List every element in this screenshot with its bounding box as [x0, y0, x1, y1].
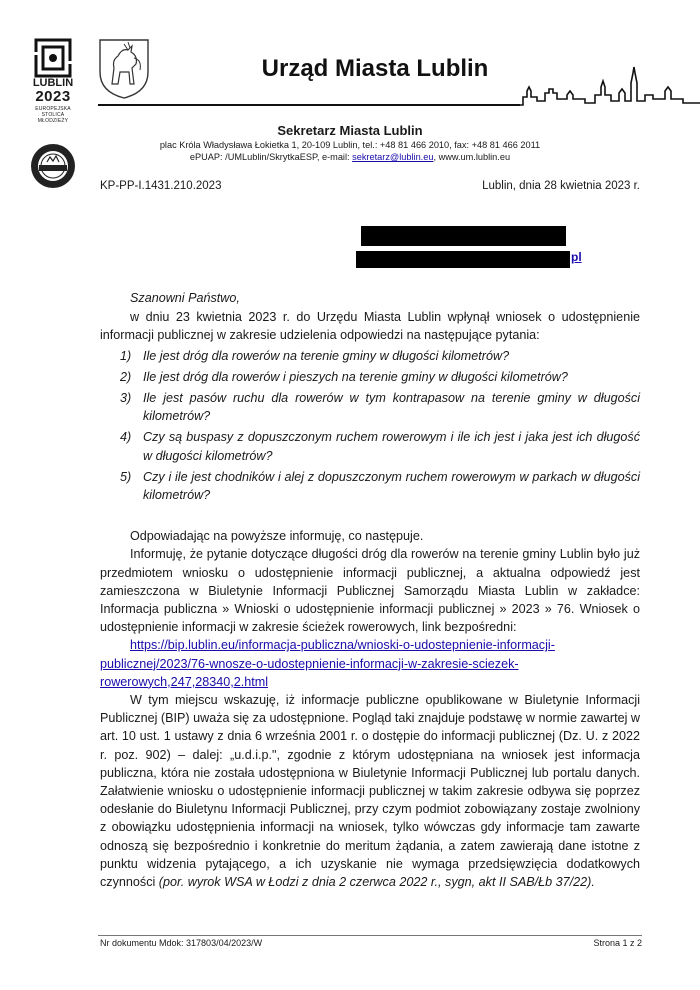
- sender-contact: [100, 151, 600, 163]
- paragraph-legal-basis: [100, 691, 640, 891]
- question-text: Ile jest dróg dla rowerów na terenie gminy w długości kilometrów?: [143, 348, 510, 363]
- question-text: Ile jest dróg dla rowerów i pieszych na terenie gminy w długości kilometrów?: [143, 369, 568, 384]
- lublin-2023-logo: [28, 38, 78, 124]
- intro-paragraph: w dniu 23 kwietnia 2023 r. do Urzędu Miasta Lublin wpłynął wniosek o udostępnienie informacji publicznej w zakresie udzielenia odpowiedzi na następujące pytania:: [100, 310, 640, 343]
- bip-direct-link[interactable]: https://bip.lublin.eu/informacja-publiczna/wnioski-o-udostepnienie-informacji-publicznej/2023/76-wnosze-o-udostepnienie-informacji-w-zakresie-sciezek-rowerowych,247,28340,2.html: [100, 638, 555, 689]
- bip-link-paragraph: [100, 636, 640, 691]
- list-item: [100, 468, 640, 504]
- sender-address-block: [100, 139, 600, 163]
- list-item: [100, 389, 640, 425]
- questions-list: [100, 347, 640, 505]
- header-divider: [98, 104, 520, 106]
- redacted-recipient-name: [361, 226, 566, 246]
- paragraph-bip-reference: Informuję, że pytanie dotyczące długości dróg dla rowerów na terenie gminy Lublin było już przedmiotem wniosku o udostępnienie informacji publicznej, a aktualna odpowiedź jest zamieszczona w Biuletynie Informacji Publicznej Samorządu Miasta Lublin w zakładce: Informacja publiczna » Wnioski o udostępnienie informacji publicznej » 2023 » 76. Wniosek o udostępnienie informacji w zakresie ścieżek rowerowych, link bezpośredni:: [100, 547, 640, 635]
- question-number: 3): [120, 391, 132, 406]
- court-citation: (por. wyrok WSA w Łodzi z dnia 2 czerwca 2022 r., sygn, akt II SAB/Łb 37/22).: [158, 875, 595, 890]
- sender-title: Sekretarz Miasta Lublin: [277, 123, 423, 138]
- list-item: [100, 347, 640, 365]
- logo-caption: EUROPEJSKA STOLICA MŁODZIEŻY: [35, 106, 71, 124]
- question-number: 5): [120, 469, 132, 484]
- question-text: Ile jest pasów ruchu dla rowerów w tym kontrapasow na terenie gminy w długości kilometrów?: [143, 391, 640, 424]
- question-number: 4): [120, 430, 132, 445]
- spacer: [100, 507, 640, 527]
- redacted-recipient-email: [356, 251, 570, 268]
- letter-date: Lublin, dnia 28 kwietnia 2023 r.: [482, 180, 640, 192]
- reference-number: KP-PP-I.1431.210.2023: [100, 180, 222, 192]
- list-item: [100, 428, 640, 464]
- lublin-emblem-icon: [34, 38, 72, 78]
- answer-intro: Odpowiadając na powyższe informuję, co następuje.: [130, 529, 424, 544]
- list-item: [100, 368, 640, 386]
- letter-body: [100, 289, 640, 891]
- sender-website: , www.um.lublin.eu: [433, 152, 511, 162]
- sender-email-link[interactable]: sekretarz@lublin.eu: [352, 152, 434, 162]
- question-number: 2): [120, 369, 132, 384]
- question-number: 1): [120, 348, 132, 363]
- salutation: Szanowni Państwo,: [130, 291, 240, 305]
- question-text: Czy są buspasy z dopuszczonym ruchem rowerowym i ile ich jest i jaka jest ich długość w długości kilometrów?: [143, 430, 640, 463]
- question-text: Czy i ile jest chodników i alej z dopuszczonym ruchem rowerowym w parkach w długości kilometrów?: [143, 469, 640, 503]
- coat-of-arms-icon: [98, 38, 150, 105]
- org-title: Urząd Miasta Lublin: [261, 55, 489, 82]
- sender-epuap: ePUAP: /UMLublin/SkrytkaESP, e-mail:: [189, 152, 353, 162]
- logo-line2: 2023: [35, 88, 71, 105]
- logo-line1: LUBLIN: [32, 77, 74, 89]
- page-number: Strona 1 z 2: [593, 938, 642, 948]
- recipient-email-suffix[interactable]: pl: [571, 250, 582, 264]
- footer-divider: [98, 935, 642, 936]
- document-number: Nr dokumentu Mdok: 317803/04/2023/W: [100, 938, 263, 948]
- sender-address: plac Króla Władysława Łokietka 1, 20-109 Lublin, tel.: +48 81 466 2010, fax: +48 81 466 2011: [159, 140, 541, 150]
- certification-badge-icon: [30, 143, 76, 194]
- city-skyline-icon: [515, 65, 700, 112]
- legal-basis-text: W tym miejscu wskazuję, iż informacje publiczne opublikowane w Biuletynie Informacji Publicznej (BIP) uważa się za udostępnione. Pogląd taki znajduje podstawę w normie zawartej w art. 10 ust. 1 ustawy z dnia 6 września 2001 r. o dostępie do informacji publicznej (Dz. U. z 2022 r. poz. 902) – dalej: „u.d.i.p.", zgodnie z którym udostępniana na wniosek jest informacja publiczna, która nie została udostępniona w Biuletynie Informacji Publicznej lub portalu danych. Załatwienie wniosku o udostępnienie informacji publicznej w takim zakresie odbywa się poprzez odesłanie do Biuletynu Informacji Publicznej, przy czym podmiot zobowiązany zostaje zwolniony z obowiązku udostępnienia informacji na wniosek, tylko wówczas gdy informacje tam zawarte odnoszą się bezpośrednio i konkretnie do meritum żądania, a zatem zawierają dane istotne z punktu widzenia pytającego, a ich uzyskanie nie wymaga przedsięwzięcia dodatkowych czynności: [100, 693, 640, 890]
